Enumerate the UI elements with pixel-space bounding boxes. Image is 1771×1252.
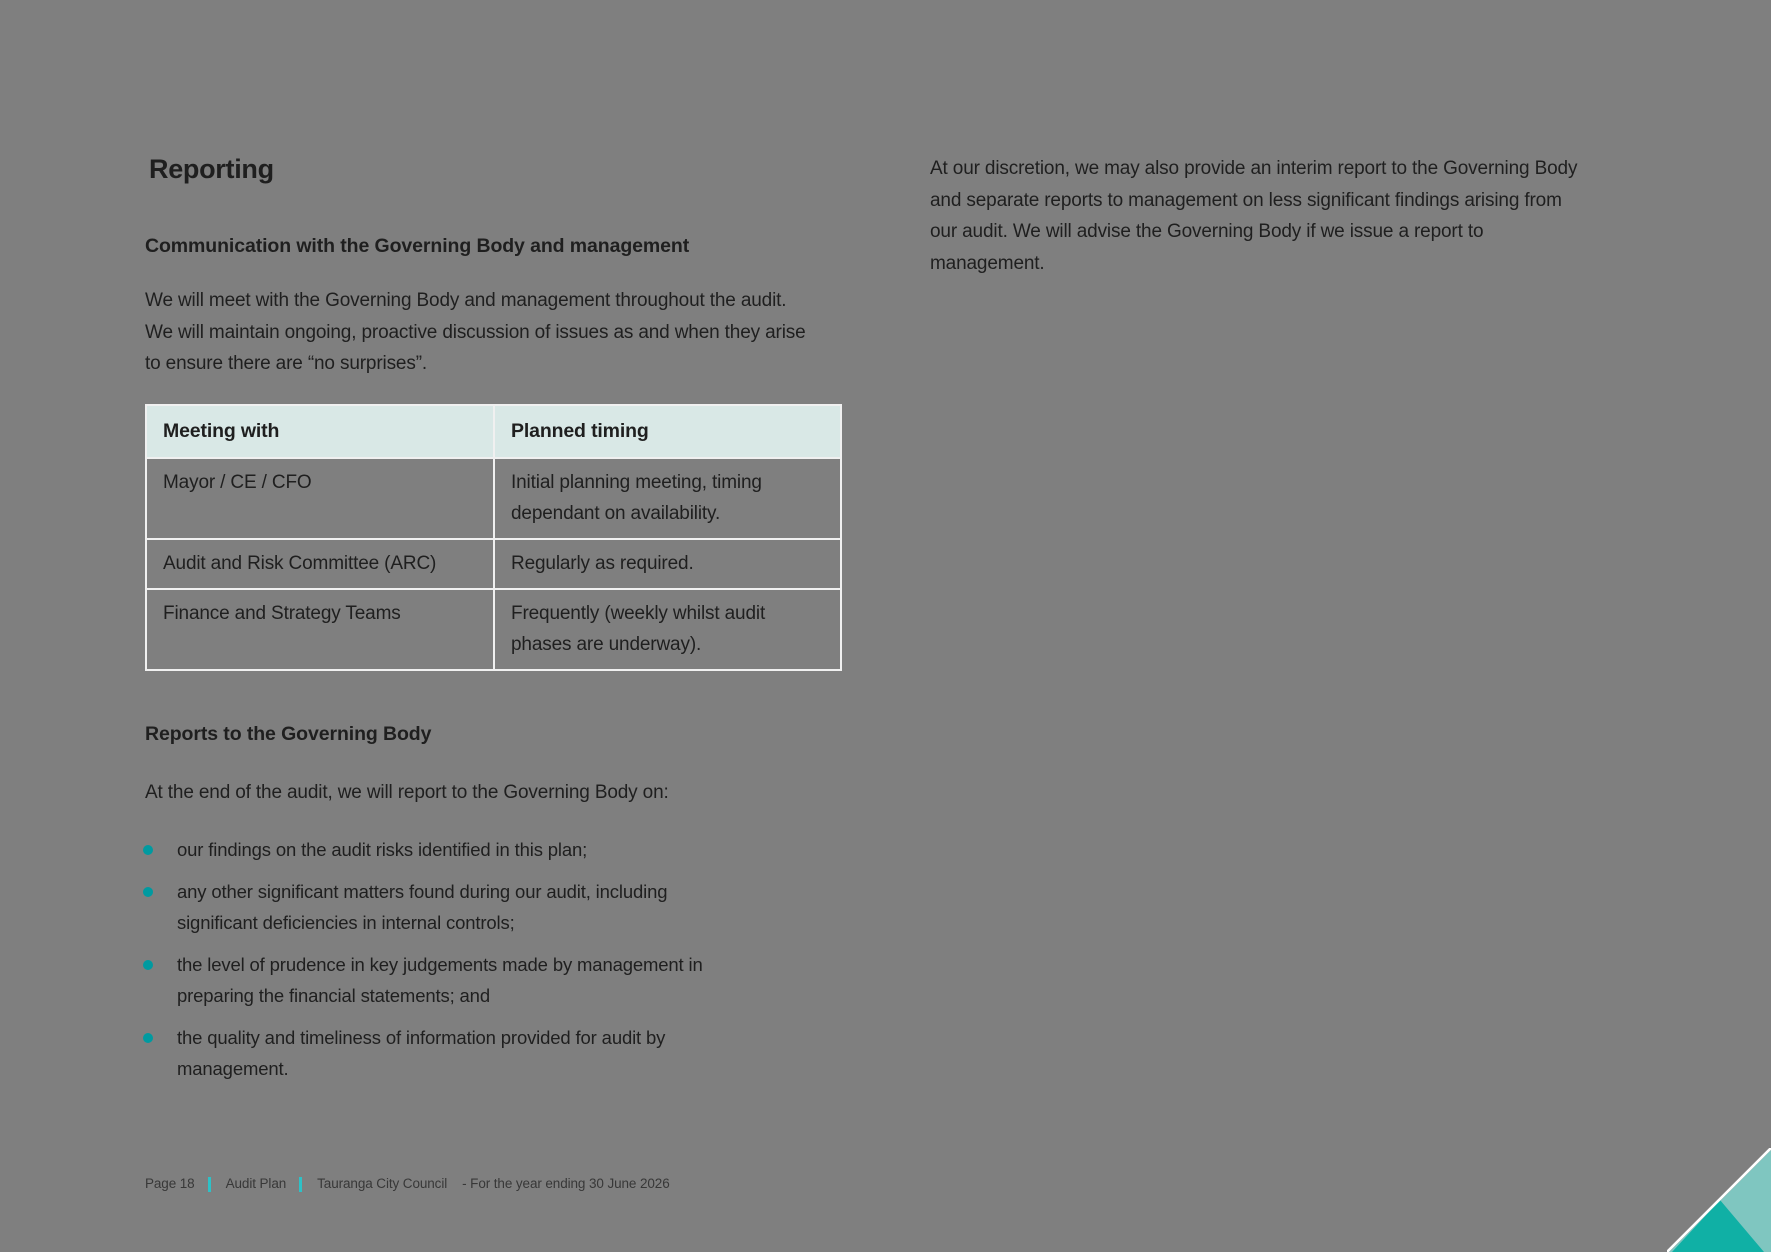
footer-doc-title: Audit Plan [225,1176,287,1191]
communication-paragraph: We will meet with the Governing Body and management throughout the audit. We will maintain ongoing, proactive discussion of issues as and when they arise to ensure there are “no surprises”. [145,290,806,374]
table-cell: Frequently (weekly whilst audit phases are underway). [494,589,841,670]
bullet-icon [143,887,153,897]
table-header-planned-timing: Planned timing [494,405,841,458]
table-row [146,539,841,589]
bullet-icon [143,960,153,970]
table-cell: Audit and Risk Committee (ARC) [146,539,494,589]
reports-intro-paragraph: At the end of the audit, we will report to the Governing Body on: [145,781,669,803]
footer-separator [299,1177,302,1192]
table-row [146,589,841,670]
bullet-icon [143,845,153,855]
meetings-table [145,404,842,671]
table-cell: Finance and Strategy Teams [146,589,494,670]
left-column [145,140,845,1095]
bullet-text: any other significant matters found during our audit, including significant deficiencies in internal controls; [177,880,668,933]
footer-period: - For the year ending 30 June 2026 [462,1176,670,1191]
table-header-meeting-with: Meeting with [146,405,494,458]
section-heading-communication: Communication with the Governing Body and management [145,235,690,257]
bullet-text: our findings on the audit risks identified in this plan; [177,839,588,860]
list-item [137,834,745,866]
table-row [146,458,841,539]
table-cell: Regularly as required. [494,539,841,589]
reports-bullet-list [145,834,745,1085]
corner-accent-graphic [1667,1148,1771,1252]
bullet-text: the quality and timeliness of information provided for audit by management. [177,1026,666,1079]
footer-separator [208,1177,211,1192]
list-item [137,1022,745,1085]
page-footer [145,1174,670,1194]
right-column [930,153,1592,279]
table-header-row [146,405,841,458]
interim-report-paragraph: At our discretion, we may also provide an interim report to the Governing Body and separate reports to management on less significant findings arising from our audit. We will advise the Governing Body if we issue a report to management. [930,158,1578,274]
footer-organisation: Tauranga City Council [317,1176,448,1191]
section-heading-reports: Reports to the Governing Body [145,722,432,745]
bullet-text: the level of prudence in key judgements made by management in preparing the financial statements; and [177,953,703,1006]
table-cell: Initial planning meeting, timing dependant on availability. [494,458,841,539]
table-cell: Mayor / CE / CFO [146,458,494,539]
page-title: Reporting [149,154,274,184]
bullet-icon [143,1033,153,1043]
footer-page-number: Page 18 [145,1176,195,1191]
list-item [137,949,745,1012]
list-item [137,876,745,939]
